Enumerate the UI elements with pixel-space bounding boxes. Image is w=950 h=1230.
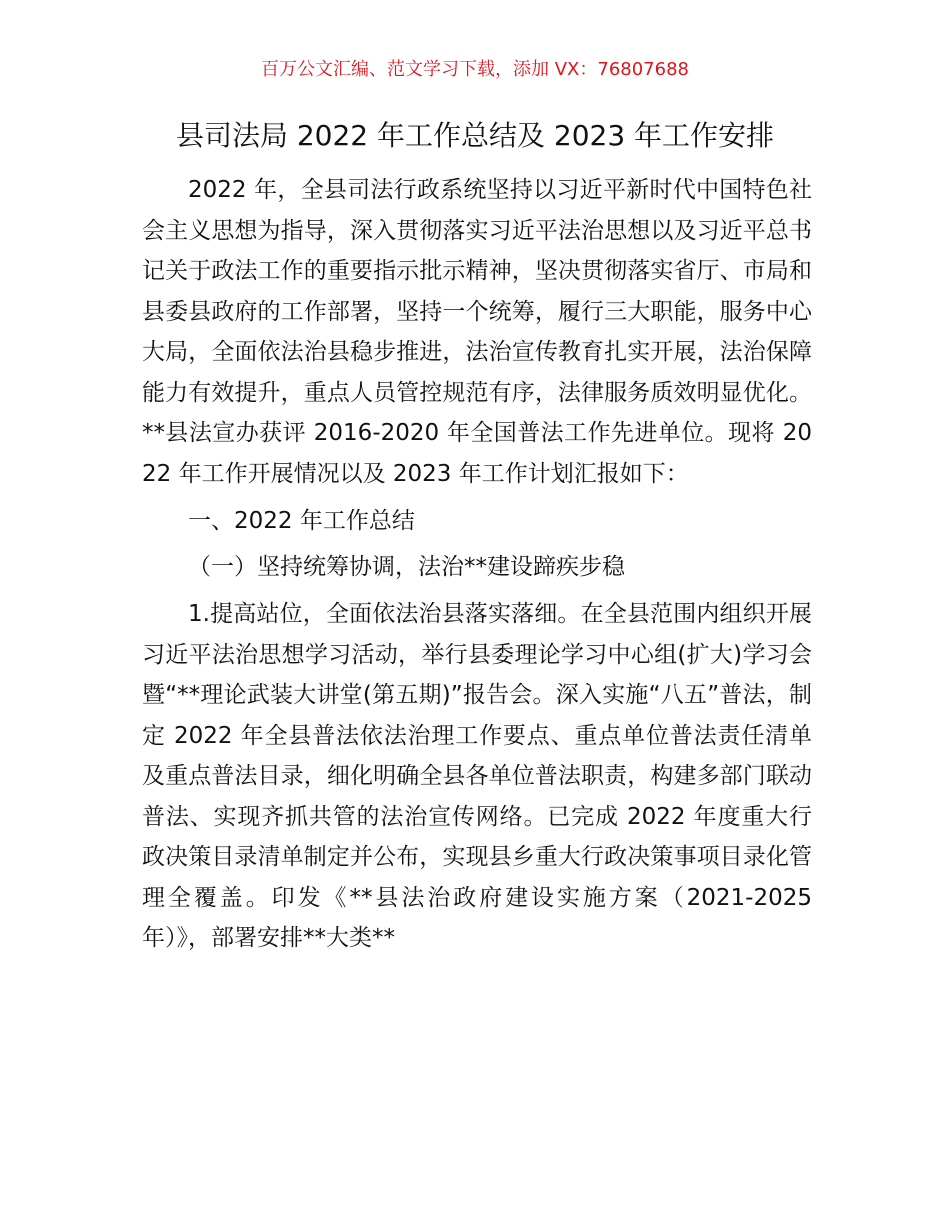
intro-paragraph: 2022 年，全县司法行政系统坚持以习近平新时代中国特色社会主义思想为指导，深入贯彻落实习近平法治思想以及习近平总书记关于政法工作的重要指示批示精神，坚决贯彻落实省厅、市局和县委县政府的工作部署，坚持一个统筹，履行三大职能，服务中心大局，全面依法治县稳步推进，法治宣传教育扎实开展，法治保障能力有效提升，重点人员管控规范有序，法律服务质效明显优化。**县法宣办获评 2016-2020 年全国普法工作先进单位。现将 2022 年工作开展情况以及 2023 年工作计划汇报如下： [142, 177, 812, 487]
document-title: 县司法局 2022 年工作总结及 2023 年工作安排 [175, 119, 775, 152]
document-body [142, 170, 812, 959]
subsection-heading: （一）坚持统筹协调，法治**建设蹄疾步稳 [188, 554, 625, 580]
header-banner: 百万公文汇编、范文学习下载，添加 VX：76807688 [261, 59, 689, 80]
item-paragraph: 1.提高站位，全面依法治县落实落细。在全县范围内组织开展习近平法治思想学习活动，举行县委理论学习中心组(扩大)学习会暨“**理论武装大讲堂(第五期)”报告会。深入实施“八五”普法，制定 2022 年全县普法依法治理工作要点、重点单位普法责任清单及重点普法目录，细化明确全县各单位普法职责，构建多部门联动普法、实现齐抓共管的法治宣传网络。已完成 2022 年度重大行政决策目录清单制定并公布，实现县乡重大行政决策事项目录化管理全覆盖。印发《**县法治政府建设实施方案（2021-2025 年）》，部署安排**大类** [142, 601, 812, 951]
section-heading: 一、2022 年工作总结 [188, 508, 415, 534]
